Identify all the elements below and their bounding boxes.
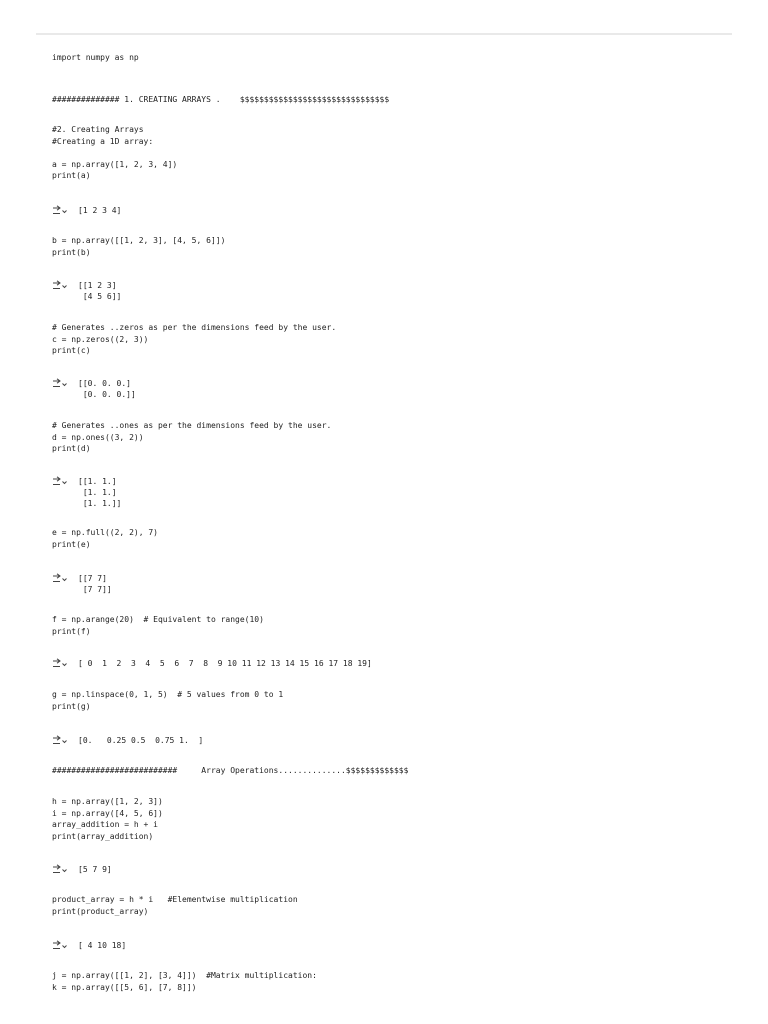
- code-cell-matrix-multiplication[interactable]: j = np.array([[1, 2], [3, 4]]) #Matrix multiplication: k = np.array([[5, 6], [7, 8]]): [52, 971, 317, 992]
- code-cell-section-array-operations[interactable]: ########################## Array Operations..............$$$$$$$$$$$$$: [52, 766, 409, 775]
- output-text: [ 0 1 2 3 4 5 6 7 8 9 10 11 12 13 14 15 16 17 18 19]: [78, 659, 372, 668]
- output-toggle-icon[interactable]: [52, 476, 68, 487]
- output-text: [[1 2 3] [4 5 6]]: [78, 281, 122, 301]
- output-toggle-icon[interactable]: [52, 205, 68, 216]
- code-cell-addition[interactable]: h = np.array([1, 2, 3]) i = np.array([4, 5, 6]) array_addition = h + i print(array_addition): [52, 797, 163, 841]
- output-toggle-icon[interactable]: [52, 658, 68, 669]
- output-toggle-icon[interactable]: [52, 573, 68, 584]
- code-cell-zeros[interactable]: # Generates ..zeros as per the dimensions feed by the user. c = np.zeros((2, 3)) print(c): [52, 323, 337, 355]
- code-cell-ones[interactable]: # Generates ..ones as per the dimensions feed by the user. d = np.ones((3, 2)) print(d): [52, 421, 332, 453]
- code-cell-section-creating-arrays[interactable]: ############## 1. CREATING ARRAYS . $$$$$$$$$$$$$$$$$$$$$$$$$$$$$$$: [52, 95, 390, 104]
- output-toggle-icon[interactable]: [52, 735, 68, 746]
- output-toggle-icon[interactable]: [52, 940, 68, 951]
- code-cell-full[interactable]: e = np.full((2, 2), 7) print(e): [52, 528, 158, 549]
- output-toggle-icon[interactable]: [52, 864, 68, 875]
- code-cell-arange[interactable]: f = np.arange(20) # Equivalent to range(10) print(f): [52, 615, 264, 636]
- output-text: [[1. 1.] [1. 1.] [1. 1.]]: [78, 477, 122, 508]
- output-toggle-icon[interactable]: [52, 280, 68, 291]
- code-cell-1d-array[interactable]: #2. Creating Arrays #Creating a 1D array: a = np.array([1, 2, 3, 4]) print(a): [52, 125, 178, 180]
- output-text: [[7 7] [7 7]]: [78, 574, 112, 594]
- code-cell-linspace[interactable]: g = np.linspace(0, 1, 5) # 5 values from 0 to 1 print(g): [52, 690, 284, 711]
- code-cell-2d-array[interactable]: b = np.array([[1, 2, 3], [4, 5, 6]]) print(b): [52, 236, 226, 257]
- output-text: [0. 0.25 0.5 0.75 1. ]: [78, 736, 204, 745]
- output-text: [ 4 10 18]: [78, 941, 127, 950]
- code-cell-elementwise-multiplication[interactable]: product_array = h * i #Elementwise multiplication print(product_array): [52, 895, 298, 916]
- output-text: [[0. 0. 0.] [0. 0. 0.]]: [78, 379, 136, 399]
- output-text: [1 2 3 4]: [78, 206, 122, 215]
- output-text: [5 7 9]: [78, 865, 112, 874]
- code-cell-import[interactable]: import numpy as np: [52, 53, 139, 62]
- output-toggle-icon[interactable]: [52, 378, 68, 389]
